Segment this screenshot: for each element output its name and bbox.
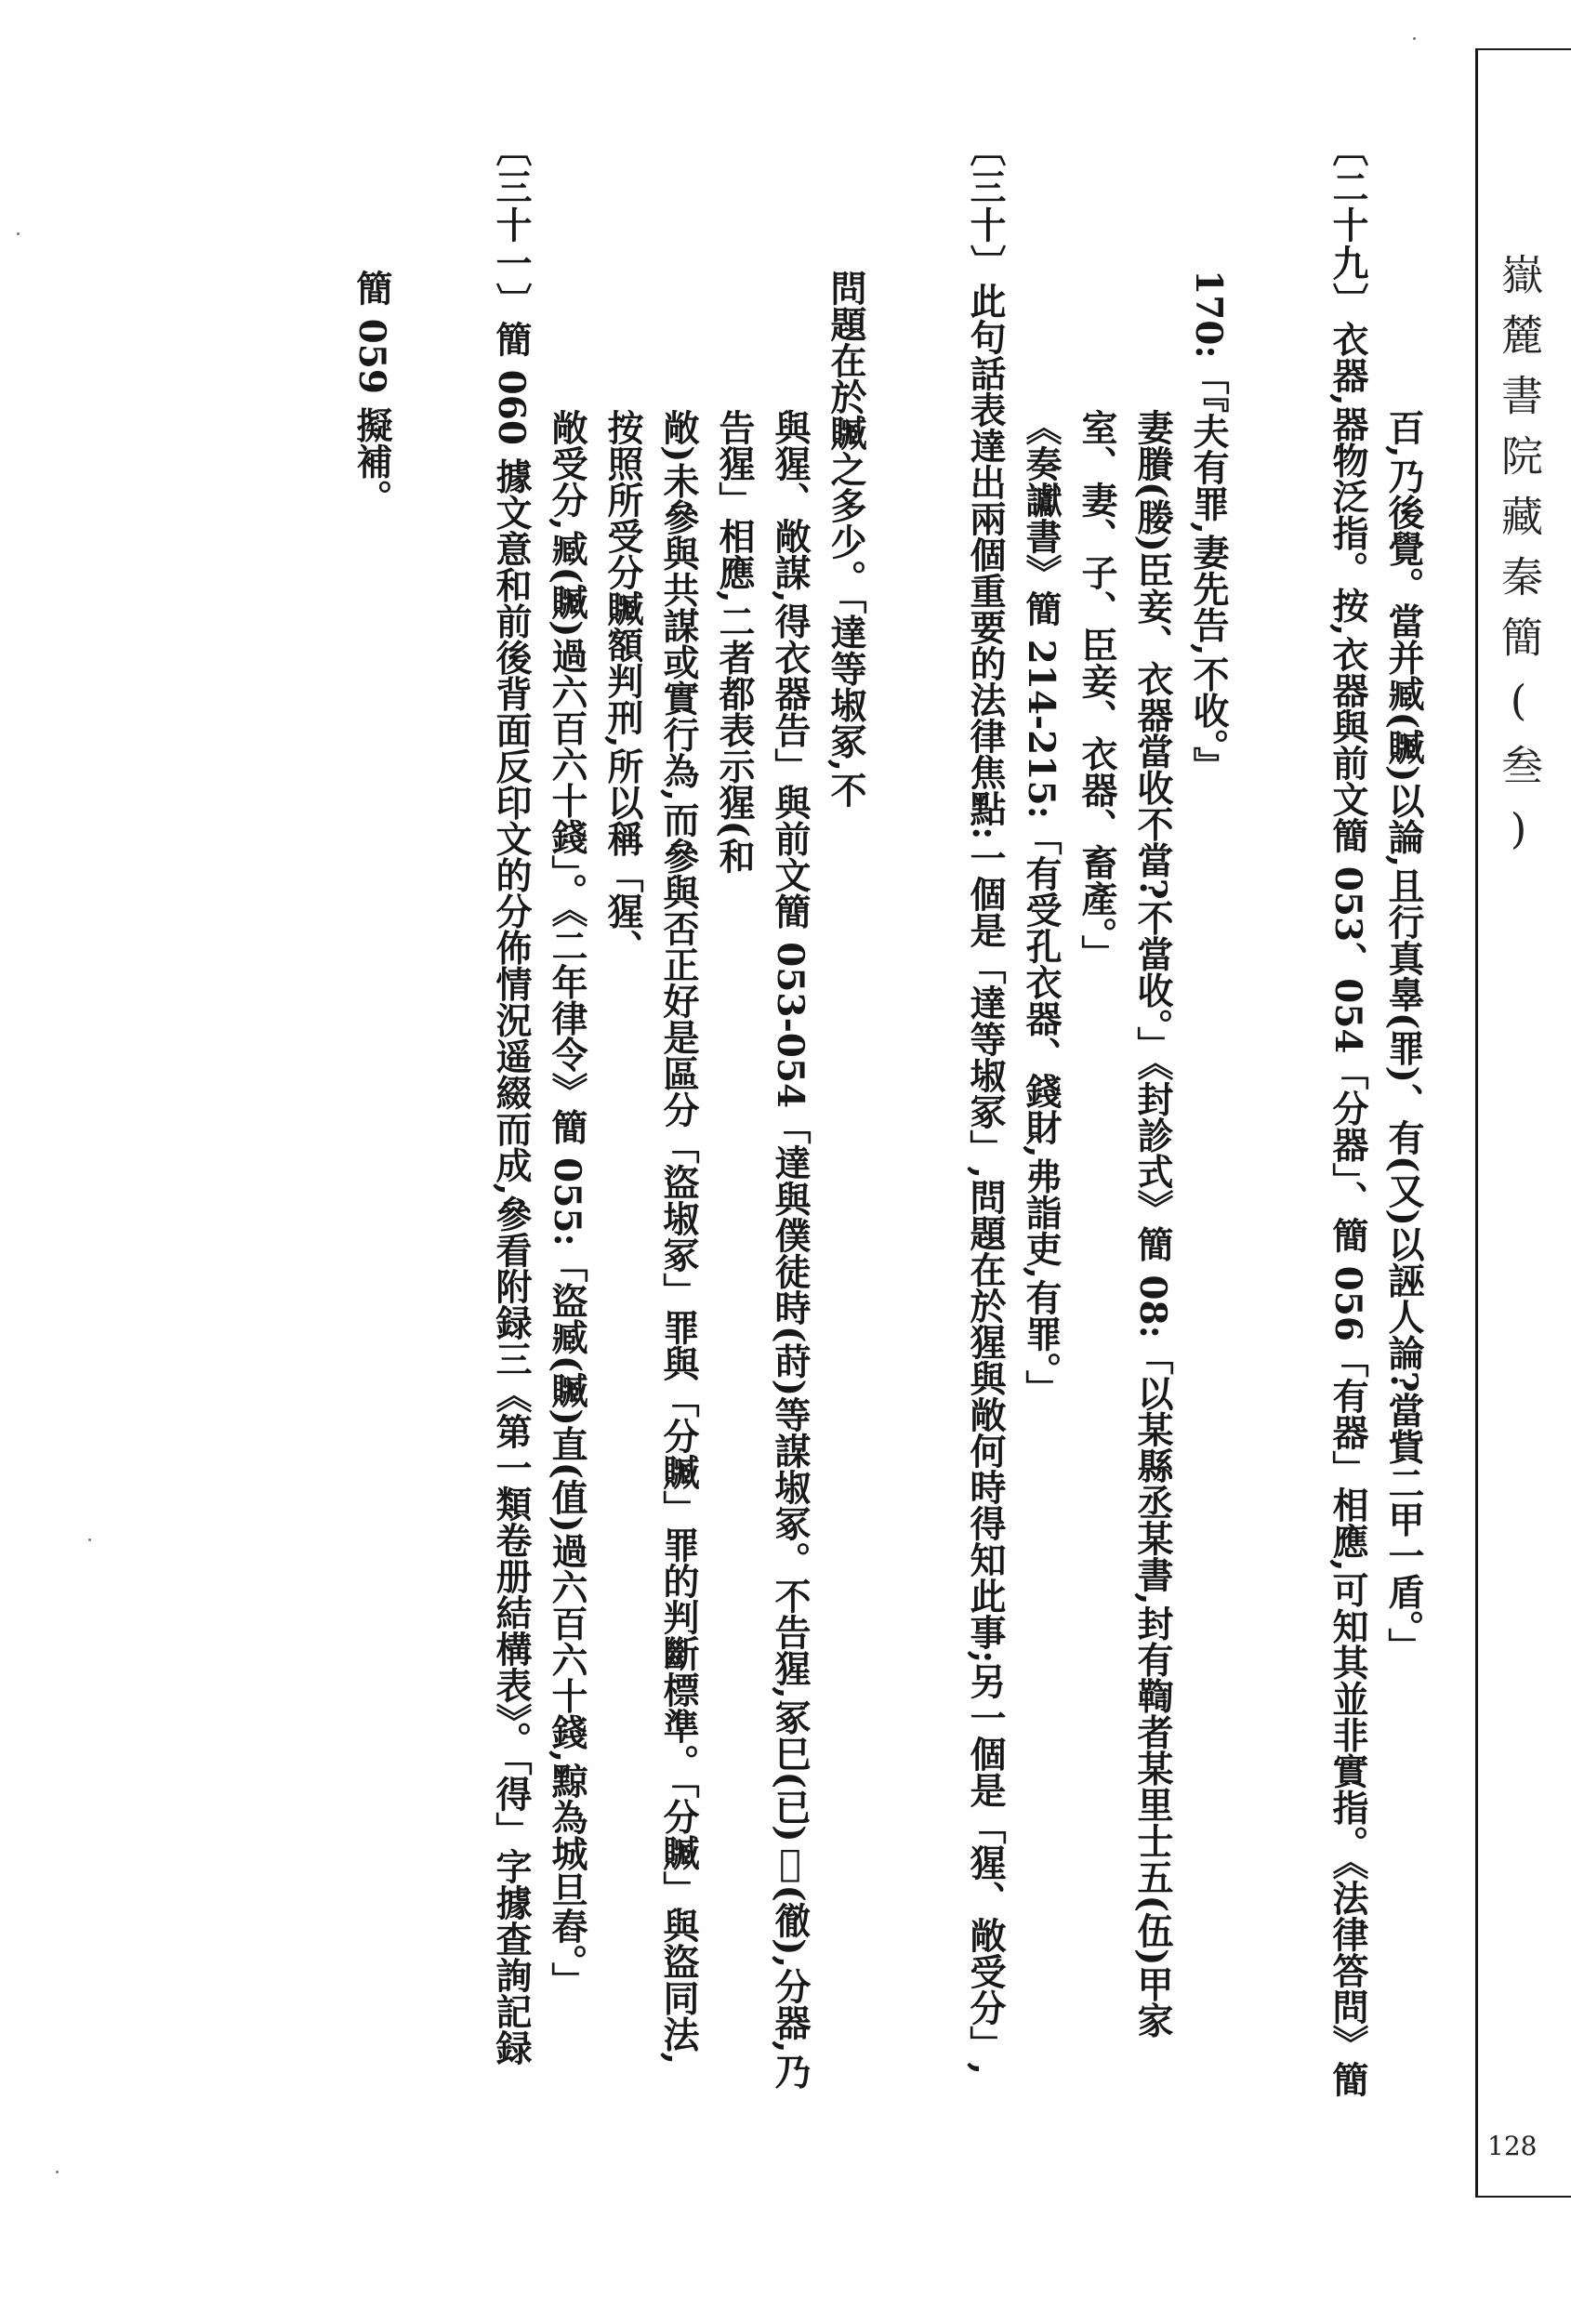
note-label: 〔三十〕 <box>964 130 1007 283</box>
paper-speck <box>56 2171 59 2173</box>
paper-speck <box>17 232 20 235</box>
paper-speck <box>88 1538 91 1541</box>
note-29 <box>1013 130 1376 2099</box>
running-header-title: 嶽麓書院藏秦簡(叁) <box>1494 253 1543 872</box>
note-30 <box>539 130 1013 2099</box>
note-line-with-label <box>1181 130 1376 2099</box>
note-label: 〔三十一〕 <box>490 130 533 321</box>
note-line: 妻賸(媵)臣妾、衣器當收不當?不當收。」《封診式》簡 08:「以某縣丞某書,封有鞫者某里士五(伍)甲家室、妻、子、臣妾、衣器、畜產。」 <box>1076 409 1174 2039</box>
note-line: 百,乃後覺。當并臧(贓)以論,且行真辠(罪)、有(又)以誣人論?當貲二甲一盾。」 <box>1382 409 1425 1665</box>
note-line: 衣器,器物泛指。按,衣器與前文簡 053、054「分器」、簡 056「有器」相應,可知其並非實指。《法律答問》簡 170:「『夫有罪,妻先告,不收。』 <box>1187 270 1369 2098</box>
paper-speck <box>1413 37 1416 40</box>
page-number: 128 <box>1487 2131 1538 2161</box>
note-line: 《奏讞書》簡 214-215:「有受孔衣器、錢財,弗詣吏,有罪。」 <box>1020 409 1063 1406</box>
note-line: 敞)未參與共謀或實行為,而參與否正好是區分「盜埱冢」罪與「分贓」罪的判斷標準。「分贓」與盜同法,按照所受分贓額判刑,所以稱「猩、 <box>601 409 700 2066</box>
note-line: 此句話表達出兩個重要的法律焦點:一個是「達等埱冢」,問題在於猩與敞何時得知此事;另一個是「猩、敞受分」,問題在於贓之多少。「達等埱冢,不 <box>825 270 1007 2075</box>
note-line: 與猩、敞謀,得衣器告」與前文簡 053-054「達與僕徒時(莳)等謀埱冢。不告猩,冢巳(已)𡚣(徹),分器,乃告猩」相應,二者都表示猩(和 <box>713 409 812 2090</box>
note-continuation <box>1376 270 1432 2099</box>
note-line: 簡 060 據文意和前後背面反印文的分佈情況遥綴而成,參看附録三《第一類卷册結構表》。「得」字據查詢記録簡 059 擬補。 <box>350 270 533 2067</box>
note-label: 〔二十九〕 <box>1327 130 1369 321</box>
annotation-body <box>102 130 1432 2110</box>
note-line-with-label <box>818 130 1013 2099</box>
note-line: 敞受分,臧(贓)過六百六十錢」。《二年律令》簡 055:「盜臧(贓)直(值)過六百六十錢,黥為城旦舂。」 <box>546 409 588 1999</box>
note-31 <box>344 130 539 2099</box>
note-line-with-label <box>344 130 539 2099</box>
